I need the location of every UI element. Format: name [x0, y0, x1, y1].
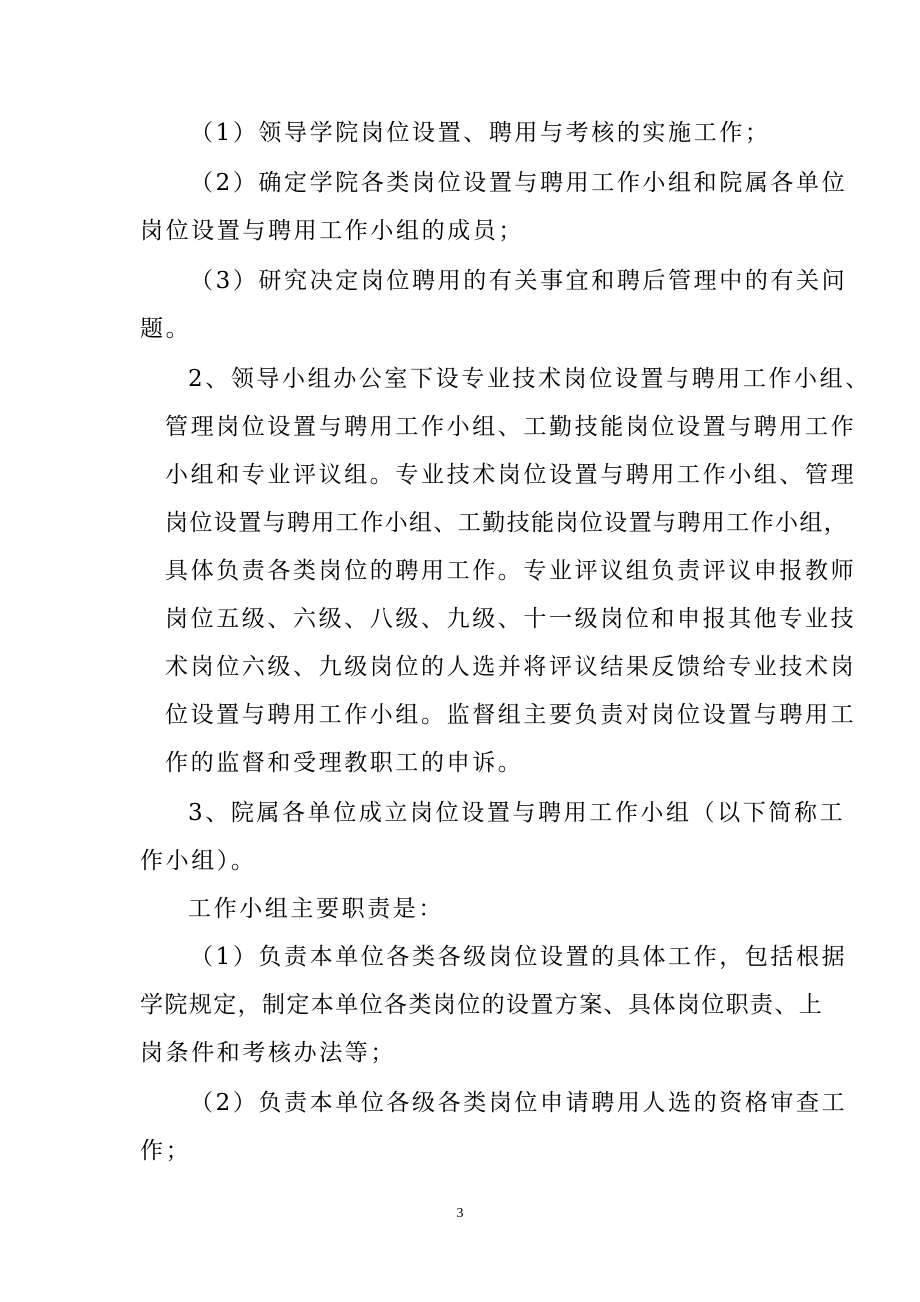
- text-line: 作的监督和受理教职工的申诉。: [165, 750, 524, 776]
- text-line: （2）负责本单位各级各类岗位申请聘用人选的资格审查工: [190, 1090, 848, 1116]
- text-line: 岗位五级、六级、八级、九级、十一级岗位和申报其他专业技: [165, 606, 857, 632]
- text-line: 岗位设置与聘用工作小组的成员；: [140, 218, 524, 244]
- text-line: 术岗位六级、九级岗位的人选并将评议结果反馈给专业技术岗: [165, 654, 857, 680]
- text-line: 小组和专业评议组。专业技术岗位设置与聘用工作小组、管理: [165, 462, 857, 488]
- text-line: 岗条件和考核办法等；: [140, 1040, 396, 1066]
- text-line: （2）确定学院各类岗位设置与聘用工作小组和院属各单位: [190, 170, 848, 196]
- text-line: （1）负责本单位各类各级岗位设置的具体工作，包括根据: [190, 944, 848, 970]
- page-number: 3: [456, 1206, 464, 1221]
- text-line: （1）领导学院岗位设置、聘用与考核的实施工作；: [190, 120, 771, 146]
- text-line: 2、领导小组办公室下设专业技术岗位设置与聘用工作小组、: [188, 366, 871, 392]
- text-line: 学院规定，制定本单位各类岗位的设置方案、具体岗位职责、上: [140, 992, 824, 1018]
- text-line: 位设置与聘用工作小组。监督组主要负责对岗位设置与聘用工: [165, 702, 857, 728]
- text-line: 工作小组主要职责是：: [188, 896, 444, 922]
- text-line: 题。: [140, 316, 192, 342]
- text-line: 作；: [140, 1138, 192, 1164]
- text-line: 岗位设置与聘用工作小组、工勤技能岗位设置与聘用工作小组，: [165, 510, 849, 536]
- text-line: 作小组）。: [140, 848, 257, 874]
- text-line: 3、院属各单位成立岗位设置与聘用工作小组（以下简称工: [188, 800, 846, 826]
- text-line: （3）研究决定岗位聘用的有关事宜和聘后管理中的有关问: [190, 268, 848, 294]
- text-line: 具体负责各类岗位的聘用工作。专业评议组负责评议申报教师: [165, 558, 857, 584]
- text-line: 管理岗位设置与聘用工作小组、工勤技能岗位设置与聘用工作: [165, 414, 857, 440]
